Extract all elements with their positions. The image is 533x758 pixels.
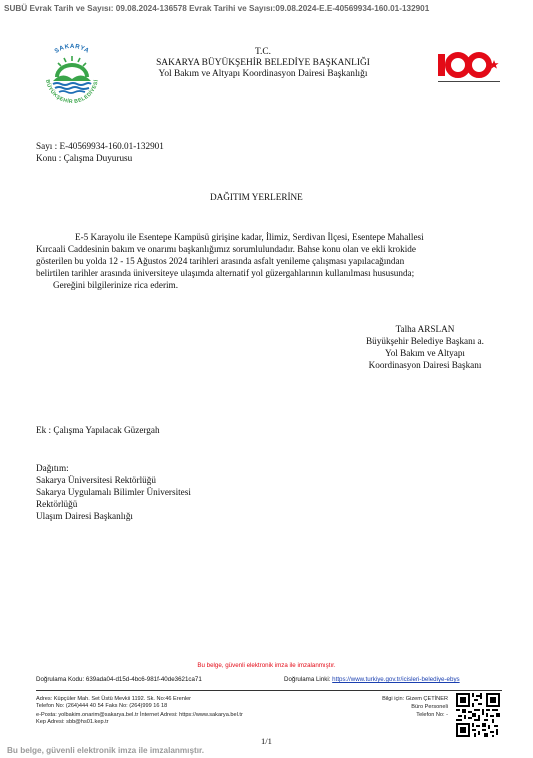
kep-line: Kep Adresi: sbb@hs01.kep.tr — [36, 719, 109, 725]
verification-code: Doğrulama Kodu: 639ada04-d15d-4bc6-981f-40de3621ca71 — [36, 676, 202, 683]
distribution-item: Rektörlüğü — [36, 499, 78, 509]
document-number: Sayı : E-40569934-160.01-132901 — [36, 141, 164, 151]
document-subject: Konu : Çalışma Duyurusu — [36, 153, 133, 163]
distribution-item: Ulaşım Dairesi Başkanlığı — [36, 511, 133, 521]
header-department: Yol Bakım ve Altyapı Koordinasyon Dairesi Başkanlığı — [158, 69, 368, 79]
contact-role: Büro Personeli — [411, 704, 448, 710]
svg-text:SAKARYA: SAKARYA — [53, 42, 91, 55]
body-closing: Gereğini bilgilerinize rica ederim. — [53, 280, 178, 290]
contact-phone: Telefon No: - — [416, 712, 448, 718]
header-tc: T.C. — [255, 47, 271, 57]
signer-title-1: Büyükşehir Belediye Başkanı a. — [366, 336, 484, 346]
verification-link[interactable]: https://www.turkiye.gov.tr/icisleri-belediye-ebys — [332, 676, 460, 683]
body-line-2: Kırcaali Caddesinin bakım ve onarımı başkanlığımız sorumlulundadır. Bahse konu olan ve ekli krokide — [36, 244, 416, 254]
distribution-heading: DAĞITIM YERLERİNE — [210, 192, 303, 202]
distribution-item: Sakarya Uygulamalı Bilimler Üniversitesi — [36, 487, 191, 497]
verification-link-row — [284, 676, 460, 683]
verification-link-label: Doğrulama Linki: — [284, 676, 331, 683]
bottom-esign-stamp: Bu belge, güvenli elektronik imza ile imzalanmıştır. — [7, 746, 205, 755]
address-line: Adres: Küpçüler Mah. Set Üstü Mevkii 1192. Sk. No:46 Erenler — [36, 696, 192, 702]
signer-title-2: Yol Bakım ve Altyapı — [385, 348, 465, 358]
header-institution: SAKARYA BÜYÜKŞEHİR BELEDİYE BAŞKANLIĞI — [156, 58, 370, 68]
sakarya-buyuksehir-logo-icon — [37, 37, 107, 107]
signer-name: Talha ARSLAN — [395, 324, 455, 334]
qr-code-icon — [456, 693, 500, 737]
100-yil-logo-icon — [436, 50, 502, 90]
body-line-4: belirtilen tarihler arasında üniversiteye ulaşımda alternatif yol güzergahlarının kullanılması hususunda; — [36, 268, 415, 278]
footer-divider — [36, 690, 502, 691]
body-line-3: gösterilen bu yolda 12 - 15 Ağustos 2024 tarihleri arasında asfalt yenileme çalışması yapılacağından — [36, 256, 405, 266]
distribution-label: Dağıtım: — [36, 463, 69, 473]
signer-title-3: Koordinasyon Dairesi Başkanı — [368, 360, 482, 370]
attachment-line: Ek : Çalışma Yapılacak Güzergah — [36, 425, 160, 435]
contact-person: Bilgi için: Gizem ÇETİNER — [382, 696, 448, 702]
email-line: e-Posta: yolbakim.onarim@sakarya.bel.tr İnternet Adresi: https://www.sakarya.bel.tr — [36, 712, 243, 718]
svg-text:BÜYÜKŞEHİR BELEDİYESİ: BÜYÜKŞEHİR BELEDİYESİ — [44, 79, 100, 106]
distribution-item: Sakarya Üniversitesi Rektörlüğü — [36, 475, 156, 485]
esign-notice: Bu belge, güvenli elektronik imza ile imzalanmıştır. — [197, 662, 336, 669]
document-stamp: SUBÜ Evrak Tarih ve Sayısı: 09.08.2024-136578 Evrak Tarihi ve Sayısı:09.08.2024-E.E-40569934-160.01-132901 — [4, 4, 430, 13]
body-line-1: E-5 Karayolu ile Esentepe Kampüsü girişine kadar, İlimiz, Serdivan İlçesi, Esentepe Mahallesi — [75, 232, 424, 242]
phone-line: Telefon No: (264)444 40 54 Faks No: (264)999 16 18 — [36, 703, 168, 709]
page-number: 1/1 — [261, 736, 272, 746]
